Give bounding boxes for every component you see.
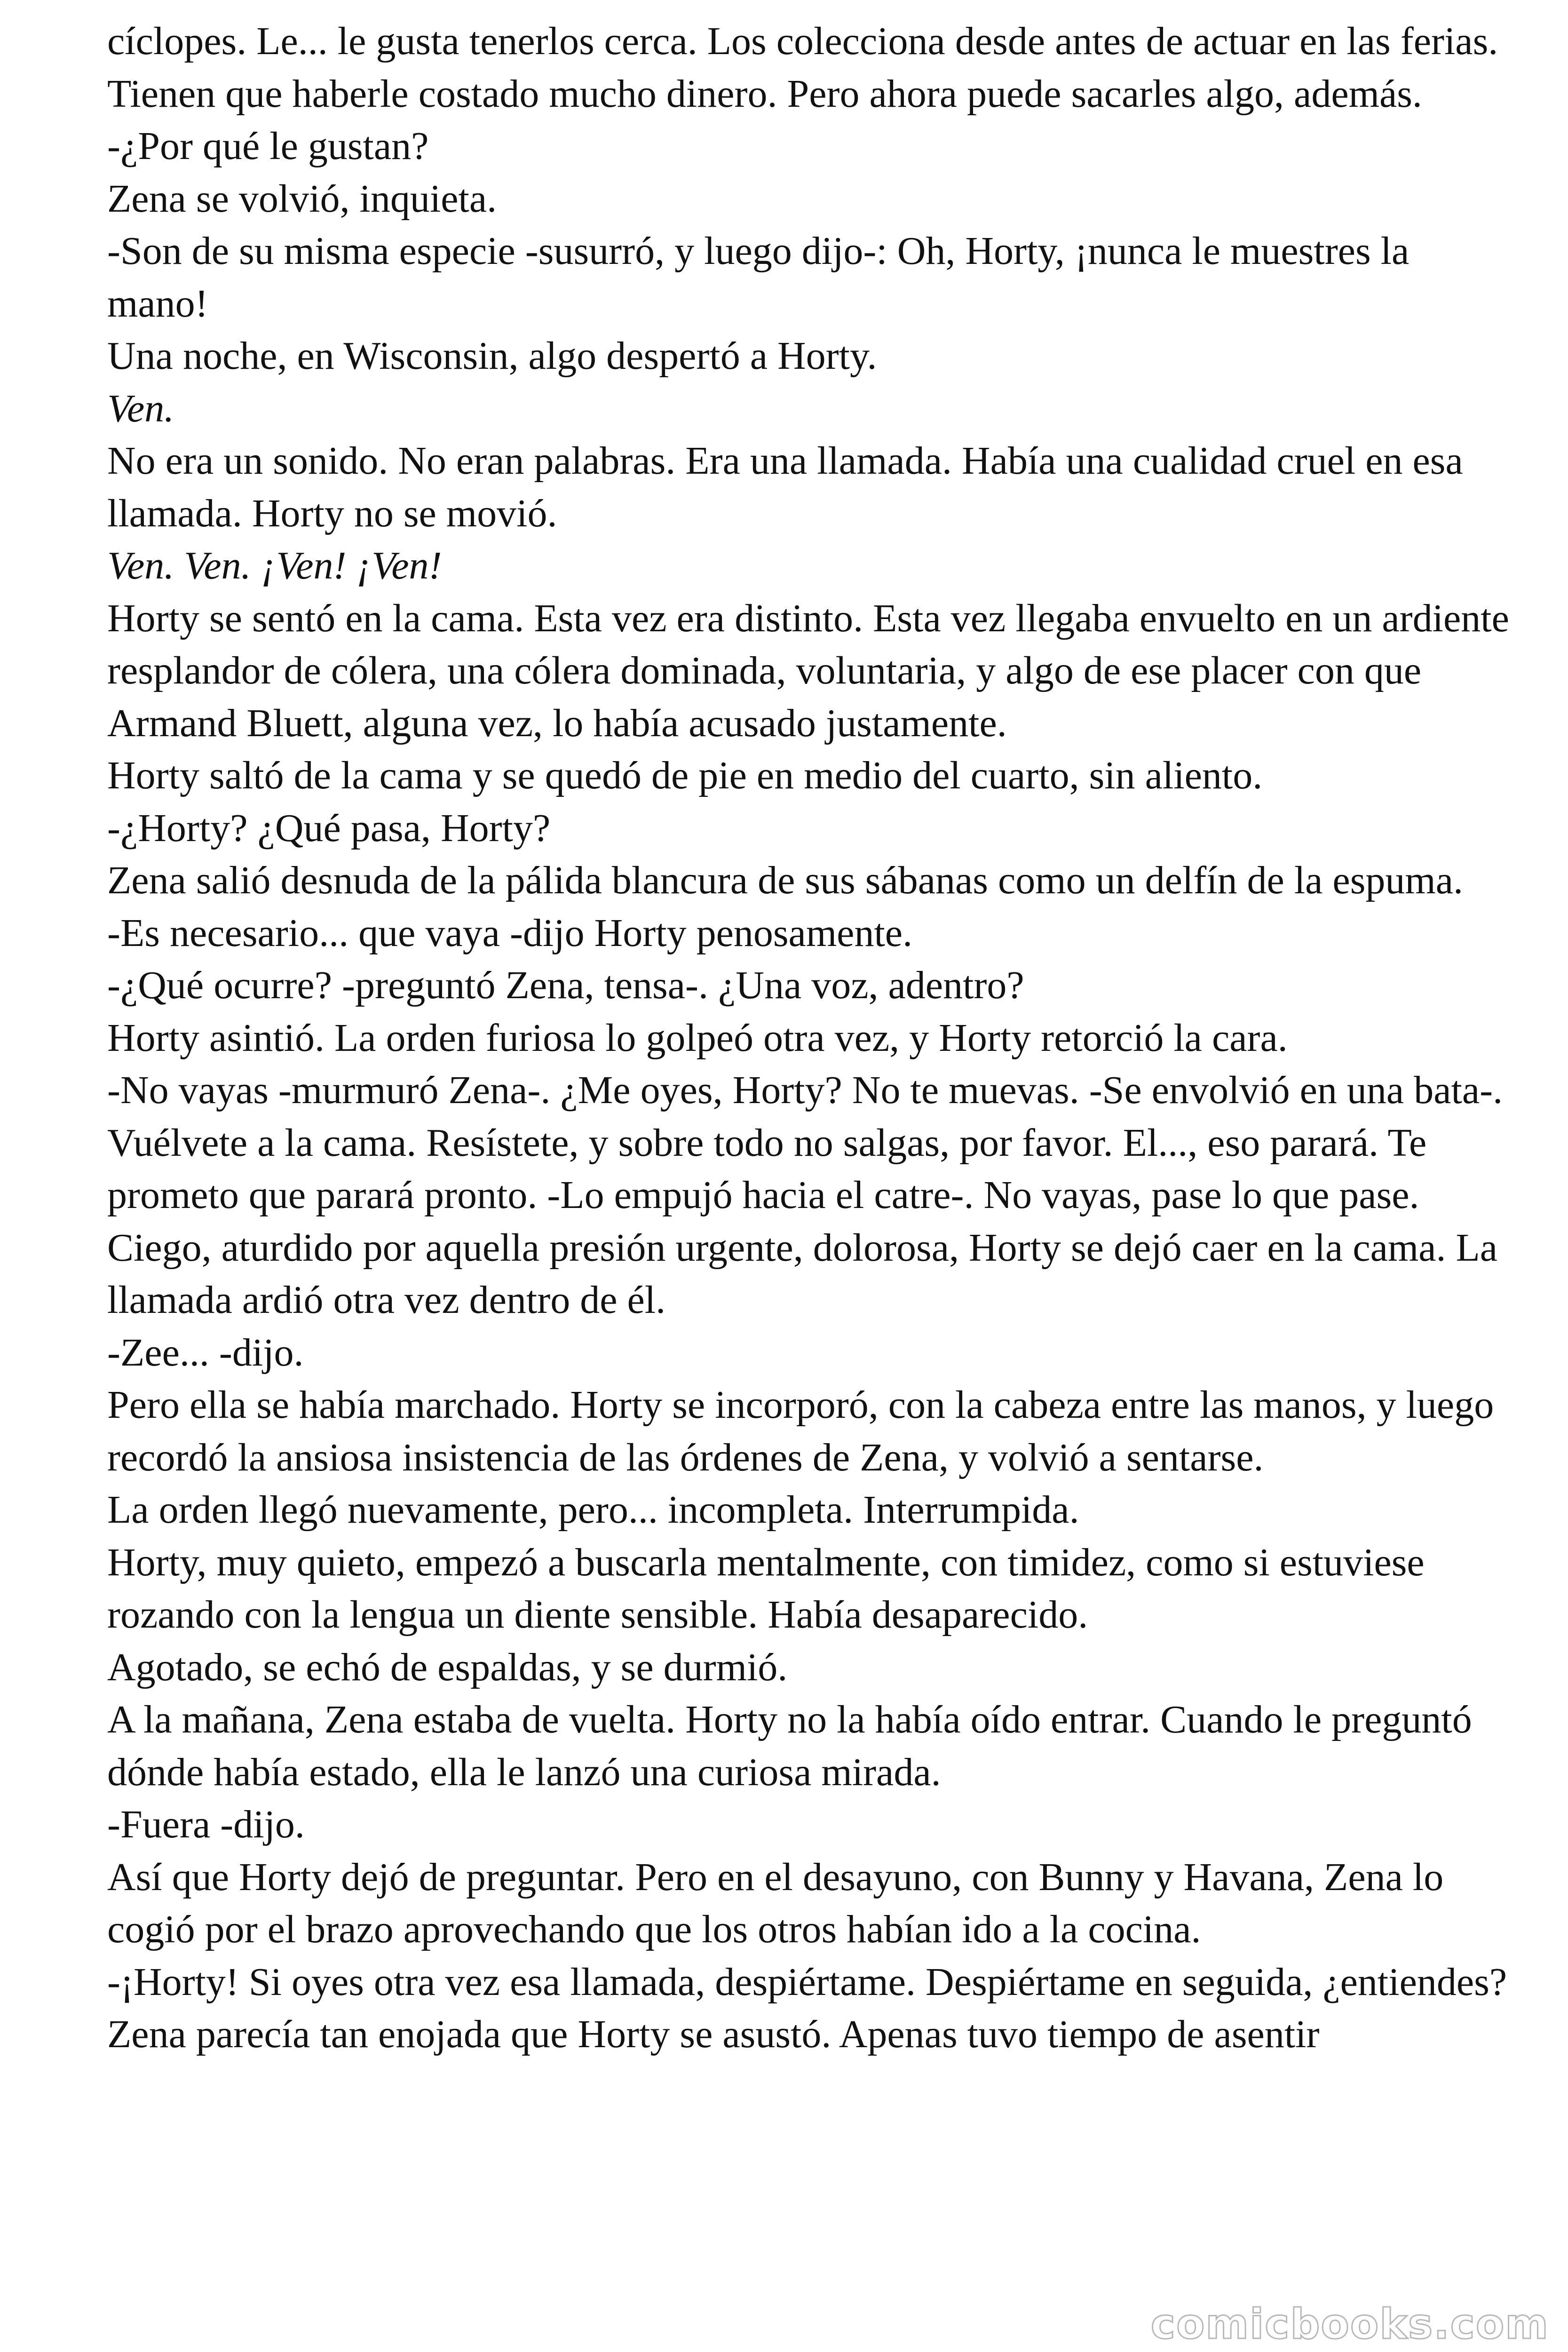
paragraph: La orden llegó nuevamente, pero... incompleta. Interrumpida.	[107, 1488, 1079, 1532]
paragraph: Zena salió desnuda de la pálida blancura de sus sábanas como un delfín de la espuma.	[107, 858, 1464, 902]
paragraph: -Fuera -dijo.	[107, 1803, 305, 1846]
paragraph: Ven. Ven. ¡Ven! ¡Ven!	[107, 544, 442, 588]
paragraph: A la mañana, Zena estaba de vuelta. Horty no la había oído entrar. Cuando le preguntó dónde había estado, ella le lanzó una curiosa mirada.	[107, 1698, 1472, 1794]
paragraph: -¡Horty! Si oyes otra vez esa llamada, despiértame. Despiértame en seguida, ¿entiendes?	[107, 1960, 1507, 2004]
paragraph: -¿Horty? ¿Qué pasa, Horty?	[107, 806, 551, 850]
paragraph: Ven.	[107, 386, 174, 430]
watermark: comicbooks.com	[1150, 2300, 1549, 2348]
paragraph: Una noche, en Wisconsin, algo despertó a Horty.	[107, 334, 877, 378]
paragraph: Zena parecía tan enojada que Horty se asustó. Apenas tuvo tiempo de asentir	[107, 2012, 1320, 2056]
document-body	[107, 15, 1518, 2061]
paragraph: -Son de su misma especie -susurró, y luego dijo-: Oh, Horty, ¡nunca le muestres la mano!	[107, 229, 1410, 326]
paragraph: Horty, muy quieto, empezó a buscarla mentalmente, con timidez, como si estuviese rozando con la lengua un diente sensible. Había desaparecido.	[107, 1540, 1425, 1637]
paragraph: -No vayas -murmuró Zena-. ¿Me oyes, Horty? No te muevas. -Se envolvió en una bata-. Vuélvete a la cama. Resístete, y sobre todo no salgas, por favor. El..., eso parará. Te prometo que parará pronto. -Lo empujó hacia el catre-. No vayas, pase lo que pase.	[107, 1068, 1503, 1217]
paragraph: Zena se volvió, inquieta.	[107, 176, 497, 221]
paragraph: Horty saltó de la cama y se quedó de pie en medio del cuarto, sin aliento.	[107, 754, 1263, 797]
paragraph: Ciego, aturdido por aquella presión urgente, dolorosa, Horty se dejó caer en la cama. La llamada ardió otra vez dentro de él.	[107, 1225, 1498, 1322]
paragraph: No era un sonido. No eran palabras. Era una llamada. Había una cualidad cruel en esa llamada. Horty no se movió.	[107, 439, 1463, 535]
paragraph: Agotado, se echó de espaldas, y se durmió.	[107, 1645, 788, 1689]
paragraph: Horty asintió. La orden furiosa lo golpeó otra vez, y Horty retorció la cara.	[107, 1016, 1288, 1060]
paragraph: Así que Horty dejó de preguntar. Pero en el desayuno, con Bunny y Havana, Zena lo cogió por el brazo aprovechando que los otros habían ido a la cocina.	[107, 1855, 1444, 1951]
paragraph: -¿Qué ocurre? -preguntó Zena, tensa-. ¿Una voz, adentro?	[107, 963, 1024, 1007]
paragraph: -Zee... -dijo.	[107, 1330, 304, 1375]
paragraph: -Es necesario... que vaya -dijo Horty penosamente.	[107, 911, 913, 955]
paragraph: cíclopes. Le... le gusta tenerlos cerca. Los colecciona desde antes de actuar en las ferias. Tienen que haberle costado mucho dinero. Pero ahora puede sacarles algo, además.	[107, 19, 1498, 116]
paragraph: Horty se sentó en la cama. Esta vez era distinto. Esta vez llegaba envuelto en un ardiente resplandor de cólera, una cólera dominada, voluntaria, y algo de ese placer con que Armand Bluett, alguna vez, lo había acusado justamente.	[107, 596, 1509, 745]
paragraph: Pero ella se había marchado. Horty se incorporó, con la cabeza entre las manos, y luego recordó la ansiosa insistencia de las órdenes de Zena, y volvió a sentarse.	[107, 1383, 1494, 1479]
paragraph: -¿Por qué le gustan?	[107, 124, 429, 168]
